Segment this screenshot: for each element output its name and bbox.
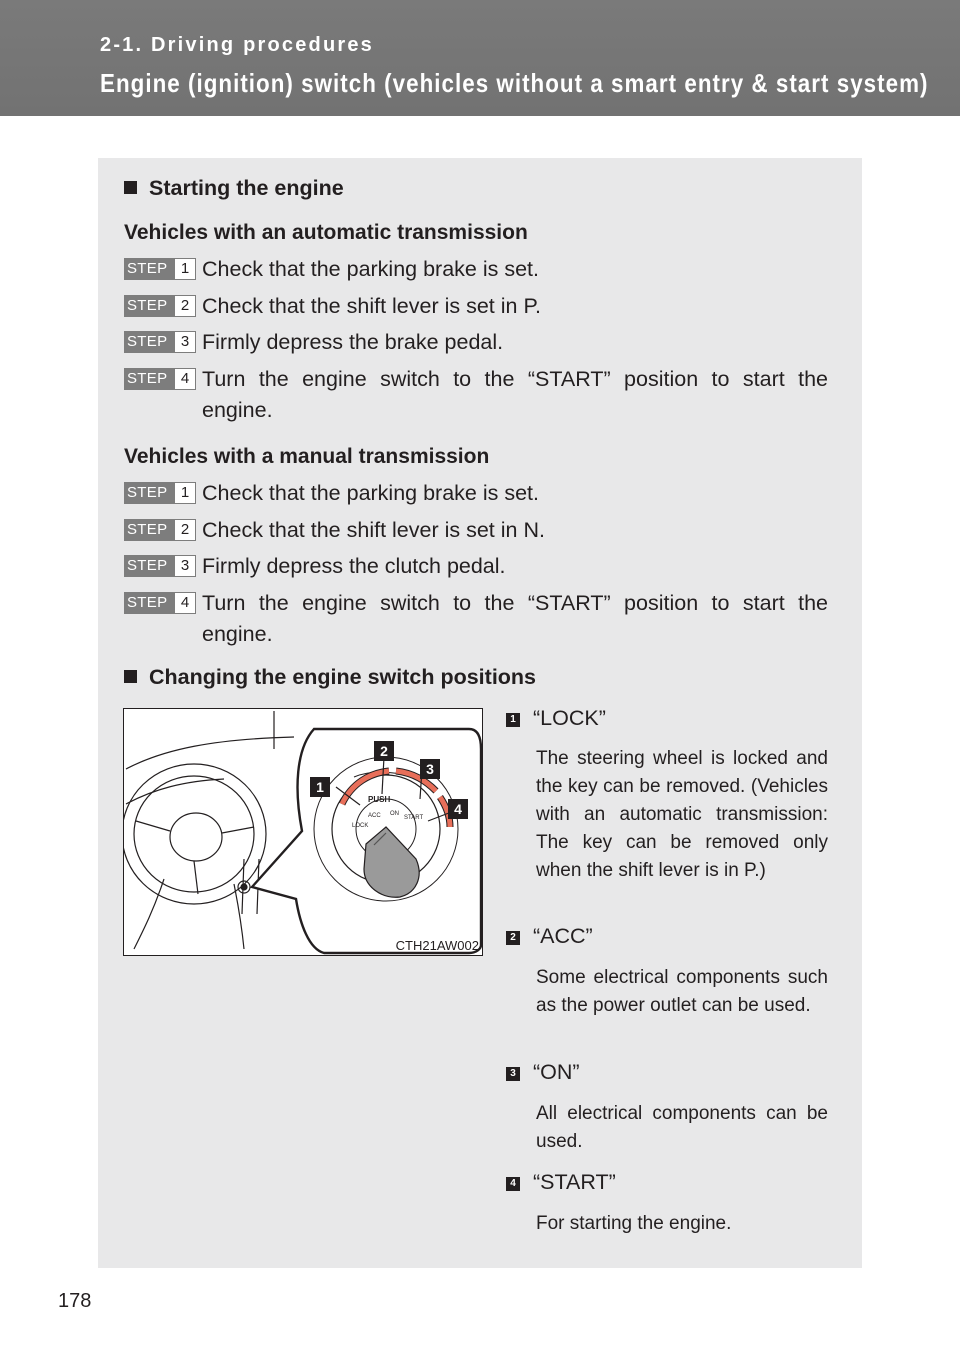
- position-marker: 3: [506, 1067, 520, 1081]
- position-marker: 4: [506, 1177, 520, 1191]
- position-label-start: “START”: [533, 1170, 616, 1194]
- dial-label: ON: [390, 811, 399, 817]
- figure-badge: 1: [310, 777, 330, 797]
- position-marker: 2: [506, 931, 520, 945]
- step-text-continued: engine.: [202, 622, 273, 646]
- step-badge: STEP 3: [124, 331, 196, 353]
- square-bullet-icon: [124, 181, 137, 194]
- dial-label: ACC: [368, 813, 381, 819]
- step-badge: STEP 4: [124, 592, 196, 614]
- figure-badge: 3: [420, 759, 440, 779]
- page-number: 178: [58, 1290, 92, 1312]
- step-text: Turn the engine switch to the “START” position to start the: [202, 591, 828, 615]
- step-badge: STEP 1: [124, 258, 196, 280]
- position-label-lock: “LOCK”: [533, 706, 606, 730]
- section-label: 2-1. Driving procedures: [100, 34, 374, 56]
- step-text: Firmly depress the brake pedal.: [202, 330, 504, 354]
- ignition-switch-figure: [123, 708, 483, 956]
- heading-changing-positions: Changing the engine switch positions: [124, 665, 536, 690]
- push-label: PUSH: [368, 795, 391, 804]
- position-desc-on: All electrical components can be used.: [536, 1103, 828, 1152]
- page-title: Engine (ignition) switch (vehicles without a smart entry & start system): [100, 68, 929, 98]
- step-text: Turn the engine switch to the “START” position to start the: [202, 367, 828, 391]
- heading-starting-engine: Starting the engine: [124, 176, 344, 201]
- step-text: Check that the shift lever is set in N.: [202, 518, 545, 542]
- position-label-on: “ON”: [533, 1060, 580, 1084]
- step-badge: STEP 3: [124, 555, 196, 577]
- position-label-acc: “ACC”: [533, 924, 593, 948]
- position-desc-start: For starting the engine.: [536, 1213, 732, 1234]
- step-badge: STEP 1: [124, 482, 196, 504]
- step-badge: STEP 4: [124, 368, 196, 390]
- step-badge: STEP 2: [124, 295, 196, 317]
- position-desc-lock: The steering wheel is locked and the key can be removed. (Vehicles with an automatic transmission: The key can be removed only when the shift lever is in P.): [536, 748, 828, 881]
- step-text: Check that the parking brake is set.: [202, 481, 540, 505]
- position-marker: 1: [506, 713, 520, 727]
- figure-code: CTH21AW002: [395, 938, 479, 953]
- figure-badge: 2: [374, 741, 394, 761]
- position-desc-acc: Some electrical components such as the power outlet can be used.: [536, 967, 828, 1016]
- subheading-manual: Vehicles with a manual transmission: [124, 445, 490, 468]
- ignition-illustration: [124, 709, 482, 955]
- figure-badge: 4: [448, 799, 468, 819]
- square-bullet-icon: [124, 670, 137, 683]
- step-text: Check that the shift lever is set in P.: [202, 294, 541, 318]
- page-header: [0, 0, 960, 116]
- dial-label: START: [404, 815, 424, 821]
- step-badge: STEP 2: [124, 519, 196, 541]
- step-text: Firmly depress the clutch pedal.: [202, 554, 506, 578]
- step-text: Check that the parking brake is set.: [202, 257, 540, 281]
- dial-label: LOCK: [352, 823, 369, 829]
- step-text-continued: engine.: [202, 398, 273, 422]
- subheading-automatic: Vehicles with an automatic transmission: [124, 221, 528, 244]
